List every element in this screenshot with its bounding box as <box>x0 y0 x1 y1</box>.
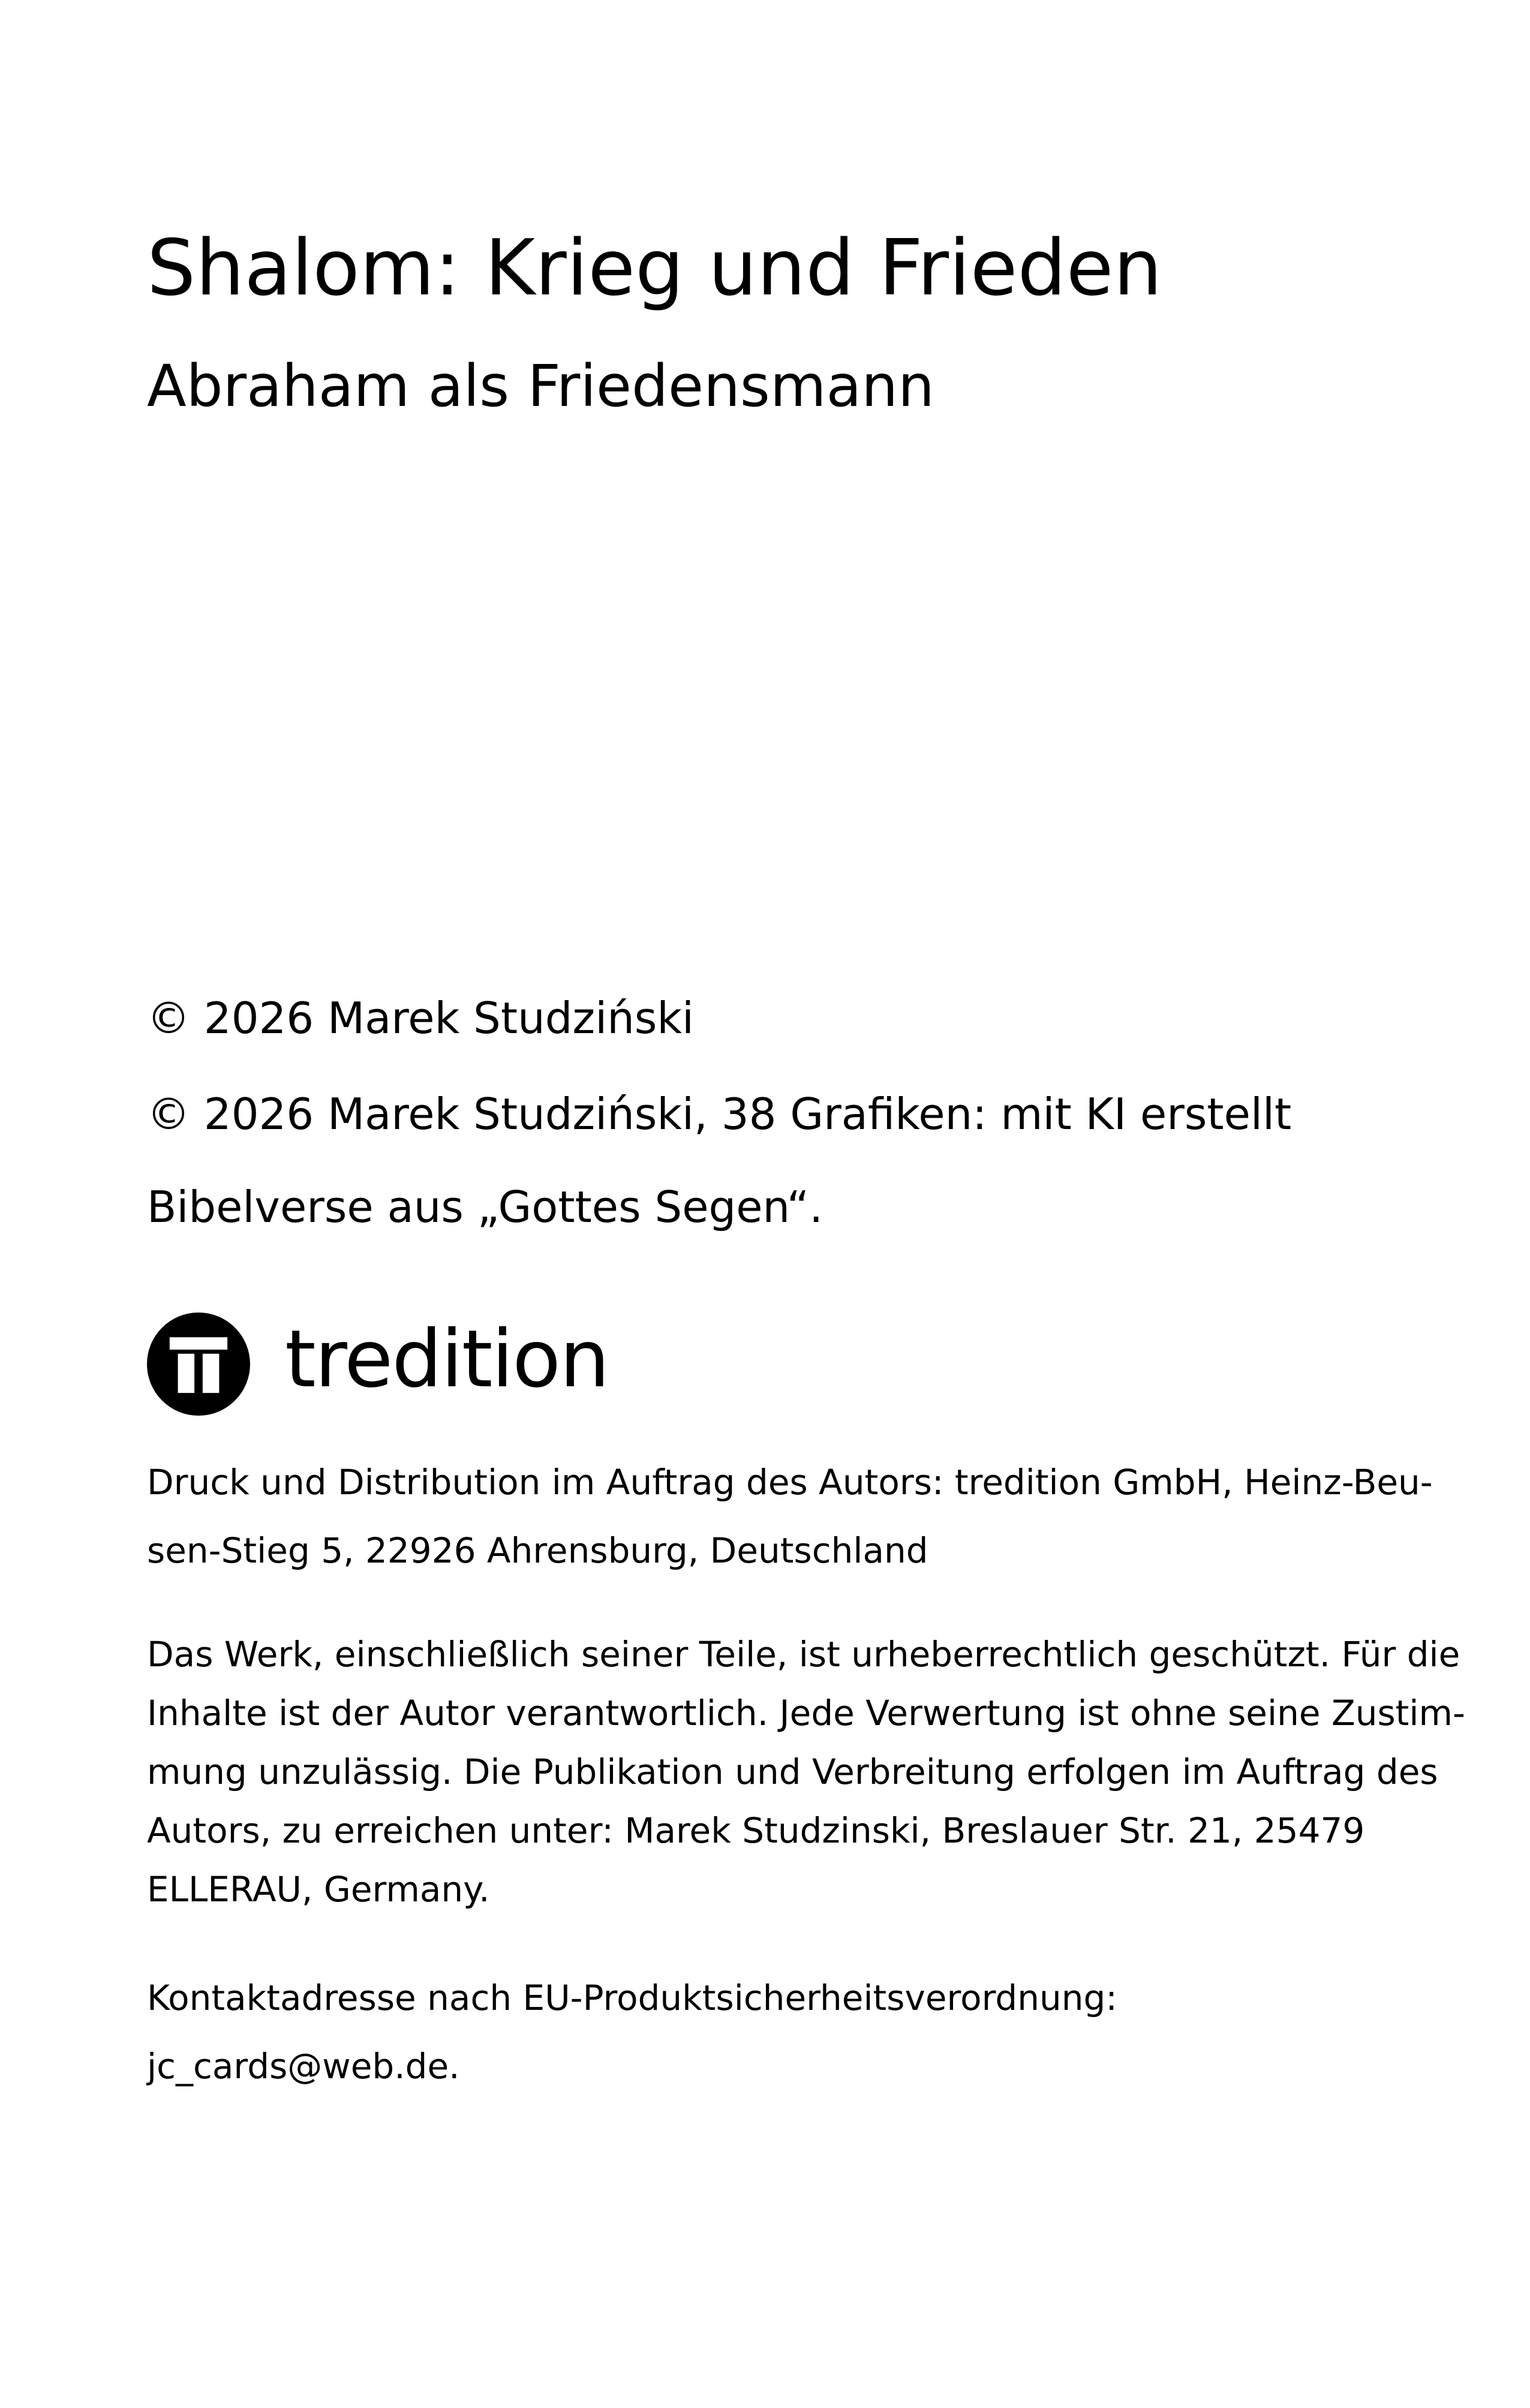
tredition-logo-icon <box>147 1313 250 1416</box>
text-line: sen-Stieg 5, 22926 Ahrensburg, Deutschland <box>147 1530 928 1571</box>
text-line: ELLERAU, Germany. <box>147 1869 490 1910</box>
copyright-line: © 2026 Marek Studziński <box>147 993 695 1043</box>
text-line: Druck und Distribution im Auftrag des Autors: tredition GmbH, Heinz-Beu- <box>147 1462 1433 1503</box>
contact-email: jc_cards@web.de. <box>147 2046 460 2087</box>
publisher-name: tredition <box>285 1313 609 1405</box>
book-title: Shalom: Krieg und Frieden <box>147 224 1162 313</box>
text-line: mung unzulässig. Die Publikation und Verbreitung erfolgen im Auftrag des <box>147 1751 1438 1792</box>
book-subtitle: Abraham als Friedensmann <box>147 353 934 420</box>
text-line: Autors, zu erreichen unter: Marek Studzinski, Breslauer Str. 21, 25479 <box>147 1810 1365 1851</box>
text-line: Inhalte ist der Autor verantwortlich. Jede Verwertung ist ohne seine Zustim- <box>147 1693 1465 1733</box>
print-distribution-info <box>147 1448 1433 1585</box>
copyright-graphics-line: © 2026 Marek Studziński, 38 Grafiken: mit KI erstellt <box>147 1089 1292 1139</box>
text-line: Das Werk, einschließlich seiner Teile, ist urheberrechtlich geschützt. Für die <box>147 1634 1460 1675</box>
bible-verse-source: Bibelverse aus „Gottes Segen“. <box>147 1182 823 1232</box>
contact-address <box>147 1964 1400 2100</box>
publisher-logo-block <box>147 1310 609 1418</box>
text-line: Kontaktadresse nach EU-Produktsicherheitsverordnung: <box>147 1977 1117 2018</box>
copyright-notice <box>147 1625 1465 1919</box>
